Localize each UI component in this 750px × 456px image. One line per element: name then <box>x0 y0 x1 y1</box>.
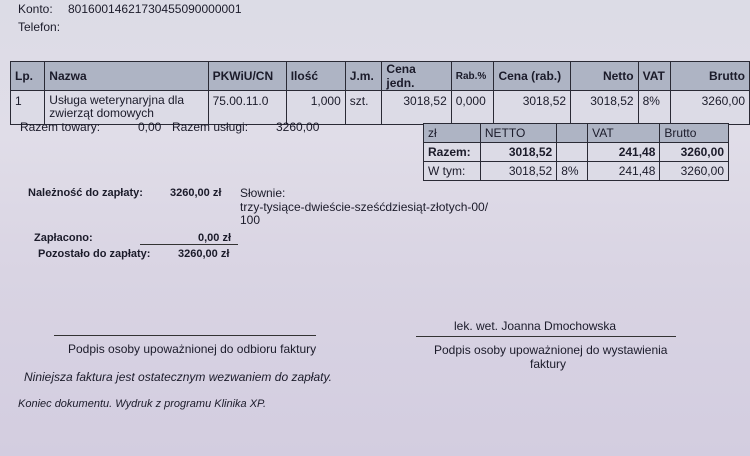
pozostalo-label: Pozostało do zapłaty: <box>38 248 151 260</box>
table-row <box>11 91 750 125</box>
col-netto: Netto <box>571 62 639 91</box>
col-ilosc: Ilość <box>286 62 345 91</box>
telefon-label: Telefon: <box>18 20 61 34</box>
vat-col-zl: zł <box>424 124 481 143</box>
signature-caption-right-1: Podpis osoby upoważnionej do wystawienia <box>434 343 668 357</box>
vat-razem-row <box>424 143 729 162</box>
cell-cena-rab: 3018,52 <box>494 91 571 125</box>
cell-vat: 8% <box>638 91 671 125</box>
col-vat: VAT <box>638 62 671 91</box>
razem-towary-value: 0,00 <box>138 120 162 134</box>
items-table <box>10 61 750 125</box>
col-pkwiu: PKWiU/CN <box>208 62 286 91</box>
col-rabat: Rab.% <box>451 62 494 91</box>
pozostalo-value: 3260,00 zł <box>178 248 230 260</box>
zaplacono-underline <box>140 244 238 245</box>
col-cena-jedn: Cena jedn. <box>382 62 451 91</box>
vat-razem-brutto: 3260,00 <box>660 143 729 162</box>
col-cena-rab: Cena (rab.) <box>494 62 571 91</box>
vat-wtym-brutto: 3260,00 <box>660 162 729 181</box>
vat-wtym-vat: 241,48 <box>588 162 660 181</box>
cell-pkwiu: 75.00.11.0 <box>208 91 286 125</box>
signature-caption-right-2: faktury <box>530 357 567 371</box>
signature-caption-left: Podpis osoby upoważnionej do odbioru faktury <box>68 342 317 356</box>
vat-razem-label: Razem: <box>424 143 481 162</box>
vat-summary-table <box>423 123 729 181</box>
konto-value: 80160014621730455090000001 <box>68 2 242 16</box>
vat-col-brutto: Brutto <box>660 124 729 143</box>
cell-brutto: 3260,00 <box>671 91 750 125</box>
slownie-line1: trzy-tysiące-dwieście-sześćdziesiąt-złotych-00/ <box>240 200 489 214</box>
cell-cena-jedn: 3018,52 <box>382 91 451 125</box>
cell-jm: szt. <box>345 91 382 125</box>
vat-wtym-stawka: 8% <box>557 162 588 181</box>
vat-wtym-label: W tym: <box>424 162 481 181</box>
cell-ilosc: 1,000 <box>286 91 345 125</box>
vat-header-row <box>424 124 729 143</box>
col-nazwa: Nazwa <box>45 62 208 91</box>
cell-netto: 3018,52 <box>571 91 639 125</box>
items-header-row <box>11 62 750 91</box>
slownie-line2: 100 <box>240 213 261 227</box>
vat-col-netto: NETTO <box>480 124 556 143</box>
cell-nazwa: Usługa weterynaryjna dla zwierząt domowych <box>45 91 208 125</box>
col-brutto: Brutto <box>671 62 750 91</box>
vat-col-stawka <box>557 124 588 143</box>
vat-wtym-netto: 3018,52 <box>480 162 556 181</box>
signature-line-left <box>54 335 316 336</box>
zaplacono-label: Zapłacono: <box>34 232 93 244</box>
signature-line-right <box>416 336 676 337</box>
final-notice: Niniejsza faktura jest ostatecznym wezwaniem do zapłaty. <box>24 370 332 384</box>
zaplacono-value: 0,00 zł <box>198 232 232 244</box>
vat-razem-vat: 241,48 <box>588 143 660 162</box>
vat-razem-netto: 3018,52 <box>480 143 556 162</box>
cell-lp: 1 <box>11 91 45 125</box>
slownie-label: Słownie: <box>240 186 286 200</box>
konto-label: Konto: <box>18 2 53 16</box>
naleznosc-label: Należność do zapłaty: <box>28 187 143 199</box>
cell-rabat: 0,000 <box>451 91 494 125</box>
naleznosc-value: 3260,00 zł <box>170 187 222 199</box>
vat-razem-stawka <box>557 143 588 162</box>
vat-col-vat: VAT <box>588 124 660 143</box>
end-of-document: Koniec dokumentu. Wydruk z programu Klinika XP. <box>18 398 267 410</box>
issuer-name: lek. wet. Joanna Dmochowska <box>454 319 617 333</box>
razem-uslugi-label: Razem usługi: <box>172 120 249 134</box>
razem-uslugi-value: 3260,00 <box>276 120 320 134</box>
col-lp: Lp. <box>11 62 45 91</box>
col-jm: J.m. <box>345 62 382 91</box>
razem-towary-label: Razem towary: <box>20 120 101 134</box>
vat-wtym-row <box>424 162 729 181</box>
